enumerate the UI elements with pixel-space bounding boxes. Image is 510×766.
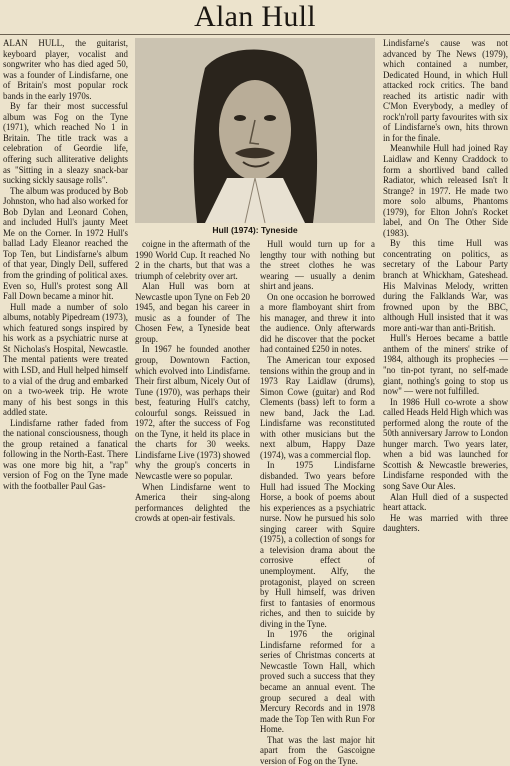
column-2-right	[260, 239, 375, 766]
paragraph: In 1967 he founded another group, Downtown Faction, which evolved into Lindisfarne. Their first album, Nicely Out of Tune (1970), was perhaps their best, featuring Hull's catchy, colourful songs. Reissued in 1972, after the success of Fog on the Tyne, it held its place in the charts for 30 weeks. Lindisfarne Live (1973) showed why the group's concerts in Newcastle were so popular.	[135, 344, 250, 482]
paragraph: Lindisfarne rather faded from the national consciousness, though the group retained a fanatical following in the North-East. There was one more big hit, a "rap" version of Fog on the Tyne made with the footballer Paul Gas-	[3, 417, 128, 491]
portrait-photo	[135, 38, 375, 223]
paragraph: The album was produced by Bob Johnston, who had also worked for Bob Dylan and Leonard Cohen, and included Hull's jaunty Meet Me on the Corner. In 1972 Hull's ballad Lady Eleanor reached the Top Ten, but Lindisfarne's album of that year, Dingly Dell, suffered from the grinding of political axes. Even so, Hull's protest song All Fall Down became a minor hit.	[3, 185, 128, 302]
headline: Alan Hull	[0, 0, 510, 35]
paragraph: When Lindisfarne went to America their sing-along performances delighted the crowds at open-air festivals.	[135, 481, 250, 524]
paragraph: By this time Hull was concentrating on politics, as secretary of the Labour Party branch at Whickham, Gateshead. His Malvinas Melody, written during the Falklands War, was frowned upon by the BBC, although Hull insisted that it was more anti-war than anti-British.	[383, 238, 508, 333]
paragraph: coigne in the aftermath of the 1990 World Cup. It reached No 2 in the charts, but that was a triumph of celebrity over art.	[135, 239, 250, 281]
paragraph: Lindisfarne's cause was not advanced by The News (1979), which contained a number, Dedicated Hound, in which Hull attacked rock critics. The band reached its artistic nadir with C'Mon Everybody, a medley of rock'n'roll party favourites with six of Lindisfarne's own, hits thrown in for the finale.	[383, 38, 508, 143]
paragraph: ALAN HULL, the guitarist, keyboard player, vocalist and songwriter who has died aged 50, was a founder of Lindisfarne, one of Britain's most popular rock bands in the early 1970s.	[3, 38, 128, 101]
column-2-text	[135, 239, 375, 766]
paragraph: He was married with three daughters.	[383, 512, 508, 534]
column-2-left	[135, 239, 250, 766]
paragraph: Meanwhile Hull had joined Ray Laidlaw and Kenny Craddock to form a shortlived band called Radiator, which released Isn't It Strange? in 1977. He made two more solo albums, Phantoms (1979), for Elton John's Rocket label, and On The Other Side (1983).	[383, 143, 508, 238]
paragraph: Alan Hull was born at Newcastle upon Tyne on Feb 20 1945, and began his career in music as a founder of The Chosen Few, a Tyneside beat group.	[135, 281, 250, 344]
paragraph: In 1975 Lindisfarne disbanded. Two years before Hull had issued The Mocking Horse, a book of poems about his experiences as a psychiatric nurse. Now he pursued his solo singing career with Squire (1975), a collection of songs for a television drama about the corrosive effect of unemployment. Alfy, the protagonist, played on screen by Hull himself, was driven first to fantasies of enormous riches, and then to suicide by diving in the Tyne.	[260, 460, 375, 629]
paragraph: That was the last major hit apart from the Gascoigne version of Fog on the Tyne.	[260, 734, 375, 766]
paragraph: The American tour exposed tensions within the group and in 1973 Ray Laidlaw (drums), Simon Cowe (guitar) and Rod Clements (bass) left to form a new band, Jack the Lad. Lindisfarne was reconstituted with other musicians but the next album, Happy Daze (1974), was a commercial flop.	[260, 355, 375, 460]
column-2	[135, 38, 375, 766]
paragraph: Alan Hull died of a suspected heart attack.	[383, 491, 508, 513]
paragraph: Hull would turn up for a lengthy tour with nothing but the street clothes he was wearing — usually a denim shirt and jeans.	[260, 239, 375, 292]
column-3	[383, 38, 508, 534]
paragraph: On one occasion he borrowed a more flamboyant shirt from his manager, and threw it into the audience. Only afterwards did he discover that the pocket had contained £250 in notes.	[260, 291, 375, 355]
photo-caption: Hull (1974): Tyneside	[212, 225, 298, 235]
paragraph: By far their most successful album was Fog on the Tyne (1971), which reached No 1 in Britain. The title track was a celebration of Geordie life, offering such alliterative delights as "Sitting in a sleazy snack-bar sucking sickly sausage rolls".	[3, 101, 128, 186]
photo-frame	[135, 38, 375, 235]
paragraph: In 1976 the original Lindisfarne reformed for a series of Christmas concerts at Newcastle Town Hall, which proved such a success that they became an annual event. The group secured a deal with Mercury Records and in 1978 made the Top Ten with Run For Home.	[260, 629, 375, 735]
paragraph: Hull made a number of solo albums, notably Pipedream (1973), which featured songs inspired by his work as a psychiatric nurse at St Nicholas's Hospital, Newcastle. The mental patients were treated with LSD, and Hull helped himself to a vial of the drug and embarked on a two-week trip. He wrote many of his best songs in this addled state.	[3, 301, 128, 418]
column-1	[3, 38, 128, 500]
paragraph: Hull's Heroes became a battle anthem of the miners' strike of 1984, although its prophecies — "no tin-pot tyrant, no self-made giant, nothing's going to stop us now" — were not fulfilled.	[383, 333, 508, 397]
paragraph: In 1986 Hull co-wrote a show called Heads Held High which was performed along the route of the 50th anniversary Jarrow to London hunger march. Two years later, when a bid was launched for Scottish & Newcastle breweries, Lindisfarne responded with the song Save Our Ales.	[383, 396, 508, 491]
